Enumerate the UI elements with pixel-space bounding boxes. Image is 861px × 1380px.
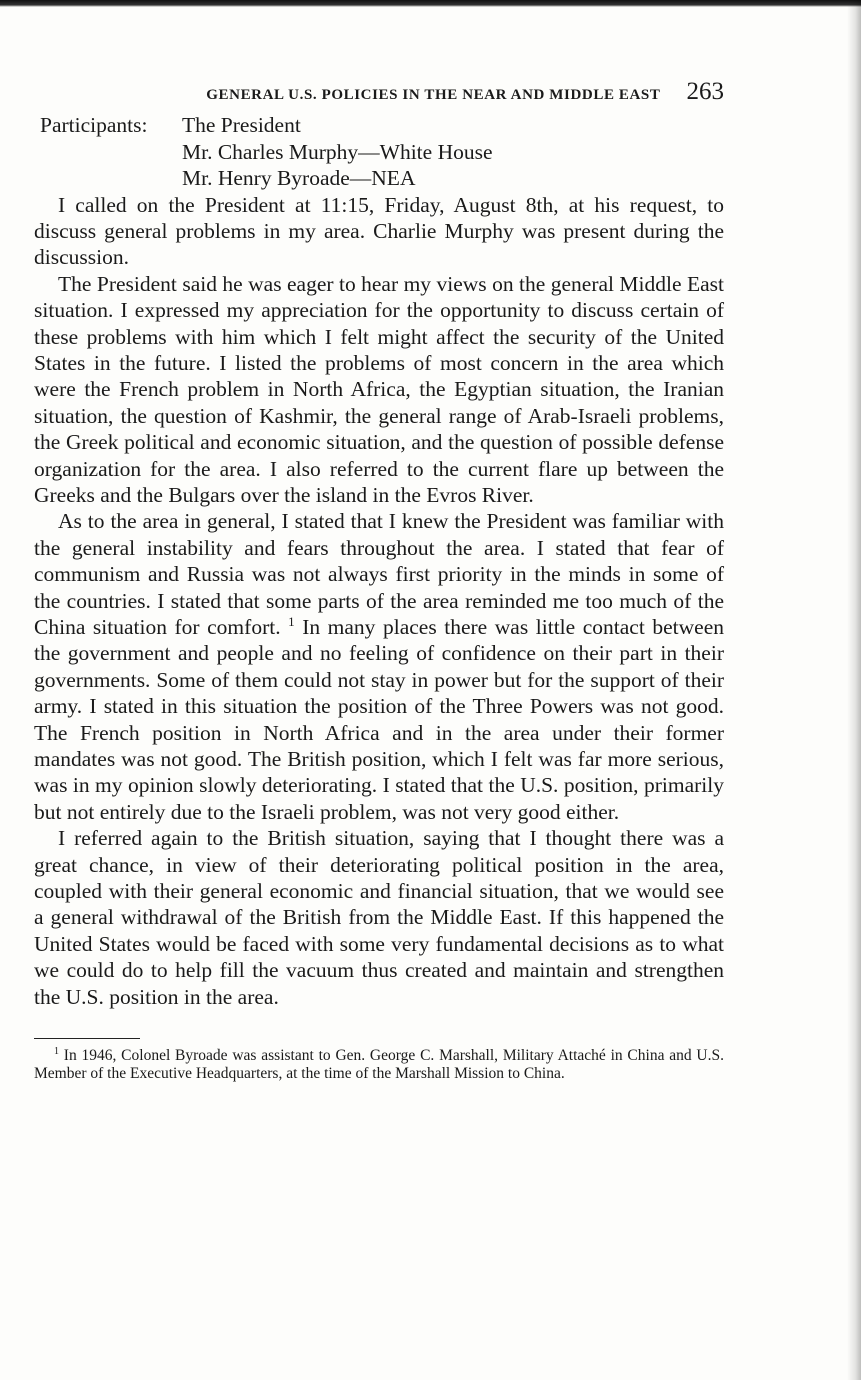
- running-head: GENERAL U.S. POLICIES IN THE NEAR AND MIDDLE EAST: [206, 87, 661, 103]
- footnote: [34, 1047, 724, 1082]
- scan-right-edge: [847, 0, 861, 1380]
- body-paragraph: [34, 508, 724, 825]
- participant-name: The President: [182, 113, 301, 137]
- page-header: [34, 78, 724, 106]
- participants-label: Participants:: [40, 113, 148, 137]
- footnote-text: In 1946, Colonel Byroade was assistant to Gen. George C. Marshall, Military Attaché in China and U.S. Member of the Executive Headquarters, at the time of the Marshall Mission to China.: [34, 1047, 724, 1082]
- body-paragraph: The President said he was eager to hear my views on the general Middle East situation. I expressed my appreciation for the opportunity to discuss certain of these problems with him which I felt might affect the security of the United States in the future. I listed the problems of most concern in the area which were the French problem in North Africa, the Egyptian situation, the Iranian situation, the question of Kashmir, the general range of Arab-Israeli problems, the Greek political and economic situation, and the question of possible defense organization for the area. I also referred to the current flare up between the Greeks and the Bulgars over the island in the Evros River.: [34, 271, 724, 507]
- paragraph-text: In many places there was little contact between the government and people and no feeling of confidence on their part in their governments. Some of them could not stay in power but for the support of their army. I stated in this situation the position of the Three Powers was not good. The French position in North Africa and in the area under their former mandates was not good. The British position, which I felt was far more serious, was in my opinion slowly deteriorating. I stated that the U.S. position, primarily but not entirely due to the Israeli problem, was not very good either.: [34, 615, 724, 824]
- body-paragraph: I called on the President at 11:15, Friday, August 8th, at his request, to discuss general problems in my area. Charlie Murphy was present during the discussion.: [34, 192, 724, 270]
- paragraph-text: As to the area in general, I stated that I knew the President was familiar with the general instability and fears throughout the area. I stated that fear of communism and Russia was not always first priority in the minds in some of the countries. I stated that some parts of the area reminded me too much of the China situation for comfort.: [34, 509, 724, 639]
- participants-list: [182, 112, 493, 192]
- participants-block: [40, 112, 724, 192]
- participant-name: Mr. Charles Murphy—White House: [182, 139, 493, 164]
- page-number: 263: [686, 78, 724, 105]
- footnote-number: 1: [54, 1045, 59, 1057]
- document-page: [34, 78, 724, 1082]
- participant-name: Mr. Henry Byroade—NEA: [182, 166, 416, 190]
- scan-top-edge: [0, 0, 861, 7]
- body-paragraph: I referred again to the British situation, saying that I thought there was a great chance, in view of their deteriorating political position in the area, coupled with their general economic and financial situation, that we would see a general withdrawal of the British from the Middle East. If this happened the United States would be faced with some very fundamental decisions as to what we could do to help fill the vacuum thus created and maintain and strengthen the U.S. position in the area.: [34, 826, 724, 1009]
- footnote-reference[interactable]: 1: [288, 613, 295, 629]
- footnote-divider: [34, 1038, 140, 1039]
